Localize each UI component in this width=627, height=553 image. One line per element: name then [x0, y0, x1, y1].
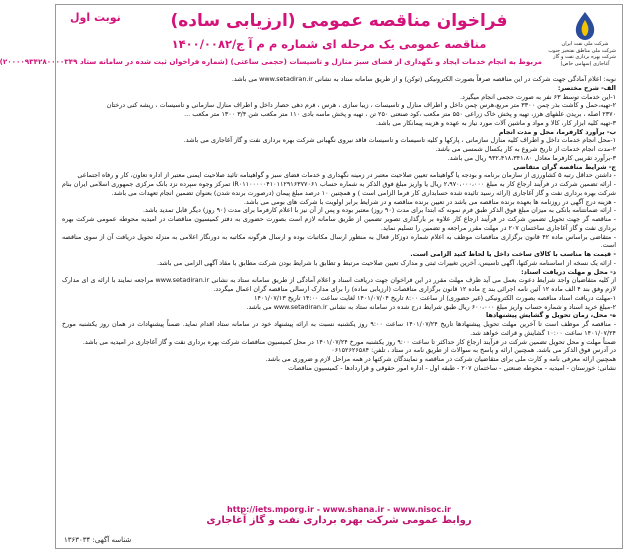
notice-line: - ارائه تضمین شرکت در فرآیند ارجاع کار به مبلغ ۲،۹۷۰،۰۰۰،۰۰۰ ریال یا واریز مبلغ فوق الذکر به شماره حساب IR۰۱۱۰۰۰۰۰۴۱۰۱۱۲۹۱۶۳۷۷۰۶۱ تمرکز وجوه سپرده نزد بانک مرکزی جمهوری اسلامی ایران بنام شرکت بهره برداری نفت و گاز آغاجاری (ارائه رسید تائیده شده حسابداری کار فرما الزامی است ) و همچنین ۱۰ درصد مبلغ پیمان (درصورت برنده شدن) بعنوان تضمین انجام تعهدات می باشد. — [62, 180, 616, 197]
logo-line-2: شرکت ملی مناطق نفتخیز جنوب — [548, 47, 616, 54]
notice-id: شناسه آگهی: ۱۳۶۳۰۳۴ — [64, 536, 132, 544]
section-heading: ه- محل، زمان تحویل و گشایش پیشنهادها — [486, 311, 616, 320]
notice-line: - هزینه درج آگهی در روزنامه ها بعهده برنده مناقصه می باشد در تعیین برنده مناقصه و در شرایط برابر اولویت با شرکت های بومی می باشد. — [243, 197, 616, 206]
logo-line-3: شرکت بهره برداری نفت و گاز — [553, 54, 616, 60]
notice-line: در آدرس فوق الذکر می باشد. همچنین ارائه و پاسخ به سوالات از طریق نامه در ستاد ، تلفن: ۰۶۱۵۲۶۲۶۵۸۴ — [331, 346, 616, 355]
notice-line: نشانی: خوزستان - امیدیه - محوطه صنعتی - ساختمان ۲۰۷ - طبقه اول - اداره امور حقوقی و قراردادها - کمیسیون مناقصات — [288, 363, 616, 372]
public-relations-signature: روابط عمومی شرکت بهره برداری نفت و گاز آغاجاری — [206, 515, 472, 526]
section-heading: ب- برآورد کارفرما، محل و مدت انجام — [498, 127, 616, 136]
section-heading: ج- شرایط مناقصه گران متقاضی — [513, 162, 616, 171]
notice-body — [62, 75, 616, 373]
notice-line: ۲-تهیه،حمل و کاشت بذر چمن ۳۳۰۰ متر مربع،هرس چمن داخل و اطراف منازل و تاسیسات ، زیبا سازی ، هرس ، فرم دهی حصار داخل و اطراف منازل سازمانی و تاسیسات ، ریشه کنی درختان — [106, 101, 616, 110]
tender-notice — [2, 4, 623, 549]
notice-subtitle: مناقصه عمومی یک مرحله ای شماره م م آ ج/۱۴۰۰/۰۰۸۲ — [171, 37, 487, 51]
notice-header — [2, 5, 622, 73]
notice-line: همچنین ارائه معرفی نامه و کارت ملی برای متقاضیان شرکت در مناقصه و نمایندگان شرکتها در همه مراحل لازم و ضروری می باشد. — [265, 355, 616, 363]
notice-line: - ارائه ضمانتنامه بانکی به میزان مبلغ فوق الذکر طبق فرم نمونه که ابتدا برای مدت (۹۰ روز) معتبر بوده و پس از آن نیز با اعلام کارفرما برای مدت (۹۰ روز) دیگر قابل تمدید باشد. — [142, 206, 616, 215]
notice-line: - مناقصه گر جهت تحویل تضمین شرکت در فرآیند ارجاع کار علاوه بر بارگذاری تصویر تضمین از طریق سامانه لازم است بصورت حضوری به دفتر کمیسیون مناقصات در امیدیه محوطه عمومی شرکت بهره برداری نفت و گاز آغاجاری ساختمان ۲۰۷ در مهلت مقرر مراجعه و تضمین را تسلیم نماید. — [62, 215, 616, 232]
notice-title: فراخوان مناقصه عمومی (ارزیابی ساده) — [170, 11, 508, 31]
notice-line: ۱-مهلت دریافت اسناد مناقصه بصورت الکترونیکی (غیر حضوری) از ساعت ۸:۰۰ تاریخ ۱۴۰۱/۰۷/۰۴ لغایت ساعت ۱۴:۰۰ تاریخ ۱۴۰۱/۰۷/۱۳ — [254, 293, 616, 302]
section-heading: د- محل و مهلت دریافت اسناد: — [521, 267, 616, 276]
section-heading: الف- شرح مختصر: — [557, 83, 616, 92]
notice-intro: نوبه: اعلام آمادگی جهت شرکت در این مناقصه صرفاً بصورت الکترونیکی (توکن) و از طریق سامانه ستاد به نشانی www.setadiran.ir می باشد. — [231, 75, 616, 83]
notice-line: ۲۳۷۰ اصله ، بریدن علفهای هرز، تهیه و پخش خاک زراعی ۵۵۰ متر مکعب ،کود صنعتی ۲۵۰ تن ، تهیه و پخش ماسه بادی ۱۱۰ متر مکعب شن ۳/۴ ۱۳۰۰ متر مکعب ... — [184, 110, 616, 118]
logo-line-4: آغاجاری (سهامی خاص) — [560, 60, 610, 67]
notice-line: ۱-محل انجام خدمات داخل و اطراف کلیه منازل سازمانی ، پارکها و کلیه تاسیسات و تاسیسات فاقد نیروی نگهبانی شرکت بهره برداری نفت و گاز آغاجاری می باشد. — [183, 136, 616, 145]
notice-line: ۲-مدت انجام خدمات از تاریخ شروع به کار یکسال شمسی می باشد. — [435, 145, 616, 153]
notice-line: ضمناً مهلت و محل تحویل تضمین شرکت در فرآیند ارجاع کار حداکثر تا ساعت ۹:۰۰ روز یکشنبه مورخ ۱۴۰۱/۰۷/۲۴ در محل کمیسیون مناقصات شرکت بهره برداری نفت و گاز آغاجاری در امیدیه می باشد. — [82, 337, 616, 346]
notice-lines — [62, 84, 616, 373]
notice-line: ۳-تهیه کلیه ابزار کار، کالا و مواد و ماشین آلات مورد نیاز به عهده و هزینه پیمانکار می باشد. — [375, 118, 616, 127]
notice-line: ۲-مبلغ خرید اسناد و شماره حساب واریز مبلغ ۶۰۰،۰۰۰ ریال طبق شرایط درج شده در سامانه ستاد به نشانی www.setadiran.ir می باشد. — [246, 302, 616, 311]
section-heading: - قیمت ها مناسب با کالای ساخت داخل یا لحاظ کنید الزامی است. — [410, 250, 616, 258]
notice-line: - مناقصه گر موظف است تا آخرین مهلت تحویل پیشنهادها تاریخ ۱۴۰۱/۰۷/۲۴ ساعت ۹:۰۰ روز یکشنبه نسبت به ارائه پیشنهاد خود در سامانه ستاد اقدام نماید. ضمناً پیشنهادات در همان روز یکشنبه مورخ ۱۴۰۱/۰۷/۲۴ ساعت ۱۰:۰۰ گشایش و قرائت خواهد شد. — [62, 320, 617, 337]
footer-urls[interactable]: http://iets.mporg.ir - www.shana.ir - www.nisoc.ir — [227, 505, 451, 514]
flame-logo-icon — [572, 11, 598, 41]
notice-line: - ارائه یک نسخه از اساسنامه شرکتها، آگهی تاسیس، آخرین تغییرات ثبتی و مدارک تعیین صلاحیت مرتبط و تطابق با شرایط بودن شرکت مطابق با مقاد آگهی الزامی می باشد. — [157, 258, 616, 267]
notice-line: ۱-این خدمات توسط ۶۳ نفر به صورت حجمی انجام میگیرد. — [460, 92, 616, 101]
notice-line: - متقاضی براساس ماده ۴۲ قانون برگزاری مناقصات موظف به اعلام شماره دوزکار فعال به منظور ارسال مکاتبات بوده و ارسال هرگونه مکاتبه به دورنگار اعلامی به منزله تحویل دریافت آن از سوی مناقصه است. — [62, 232, 616, 250]
round-badge: نوبت اول — [70, 11, 121, 24]
notice-reference: مربوط به انجام خدمات ایجاد و نگهداری از فضای سبز منازل و تاسیسات (حجمی ساعتی) (شماره فراخوان ثبت شده در سامانه ستاد ۲۰۰۰۰۹۳۴۲۸۰۰۰۰۳۴۹ — [2, 57, 542, 66]
notice-line: - داشتن حداقل رتبه ۵ کشاورزی از سازمان برنامه و بودجه یا گواهینامه تعیین صلاحیت معتبر در زمینه نگهداری و خدمات فضای سبز و گواهینامه تائید صلاحیت ایمنی معتبر از اداره تعاون، کار و رفاه اجتماعی — [77, 171, 616, 180]
notice-line: از کلیه متقاضیان واجد شرایط دعوت بعمل می آید ظرف مهلت مقرر در این فراخوان جهت دریافت اسناد و اعلام آمادگی از طریق سامانه ستاد به نشانی www.setadiran.ir مراجعه نمایند با ارائه ی ای مدارک لازم وفق بند ۴ الف ماده ۱۲ آئین نامه اجرائی بند ج ماده ۱۲ قانون برگزاری مناقصات (ارزیابی ساده) را برای مدارک ارسالی مناقصه گران اعمال میگردد. — [62, 276, 617, 293]
logo-line-1: شرکت ملی نفت ایران — [561, 41, 609, 47]
company-logo — [548, 11, 616, 67]
notice-footer — [56, 505, 622, 526]
notice-line: ۳-برآورد تقریبی کارفرما معادل ۹۳۲،۴۱۸،۳۴۱،۸۰ ریال می باشد. — [447, 153, 616, 162]
